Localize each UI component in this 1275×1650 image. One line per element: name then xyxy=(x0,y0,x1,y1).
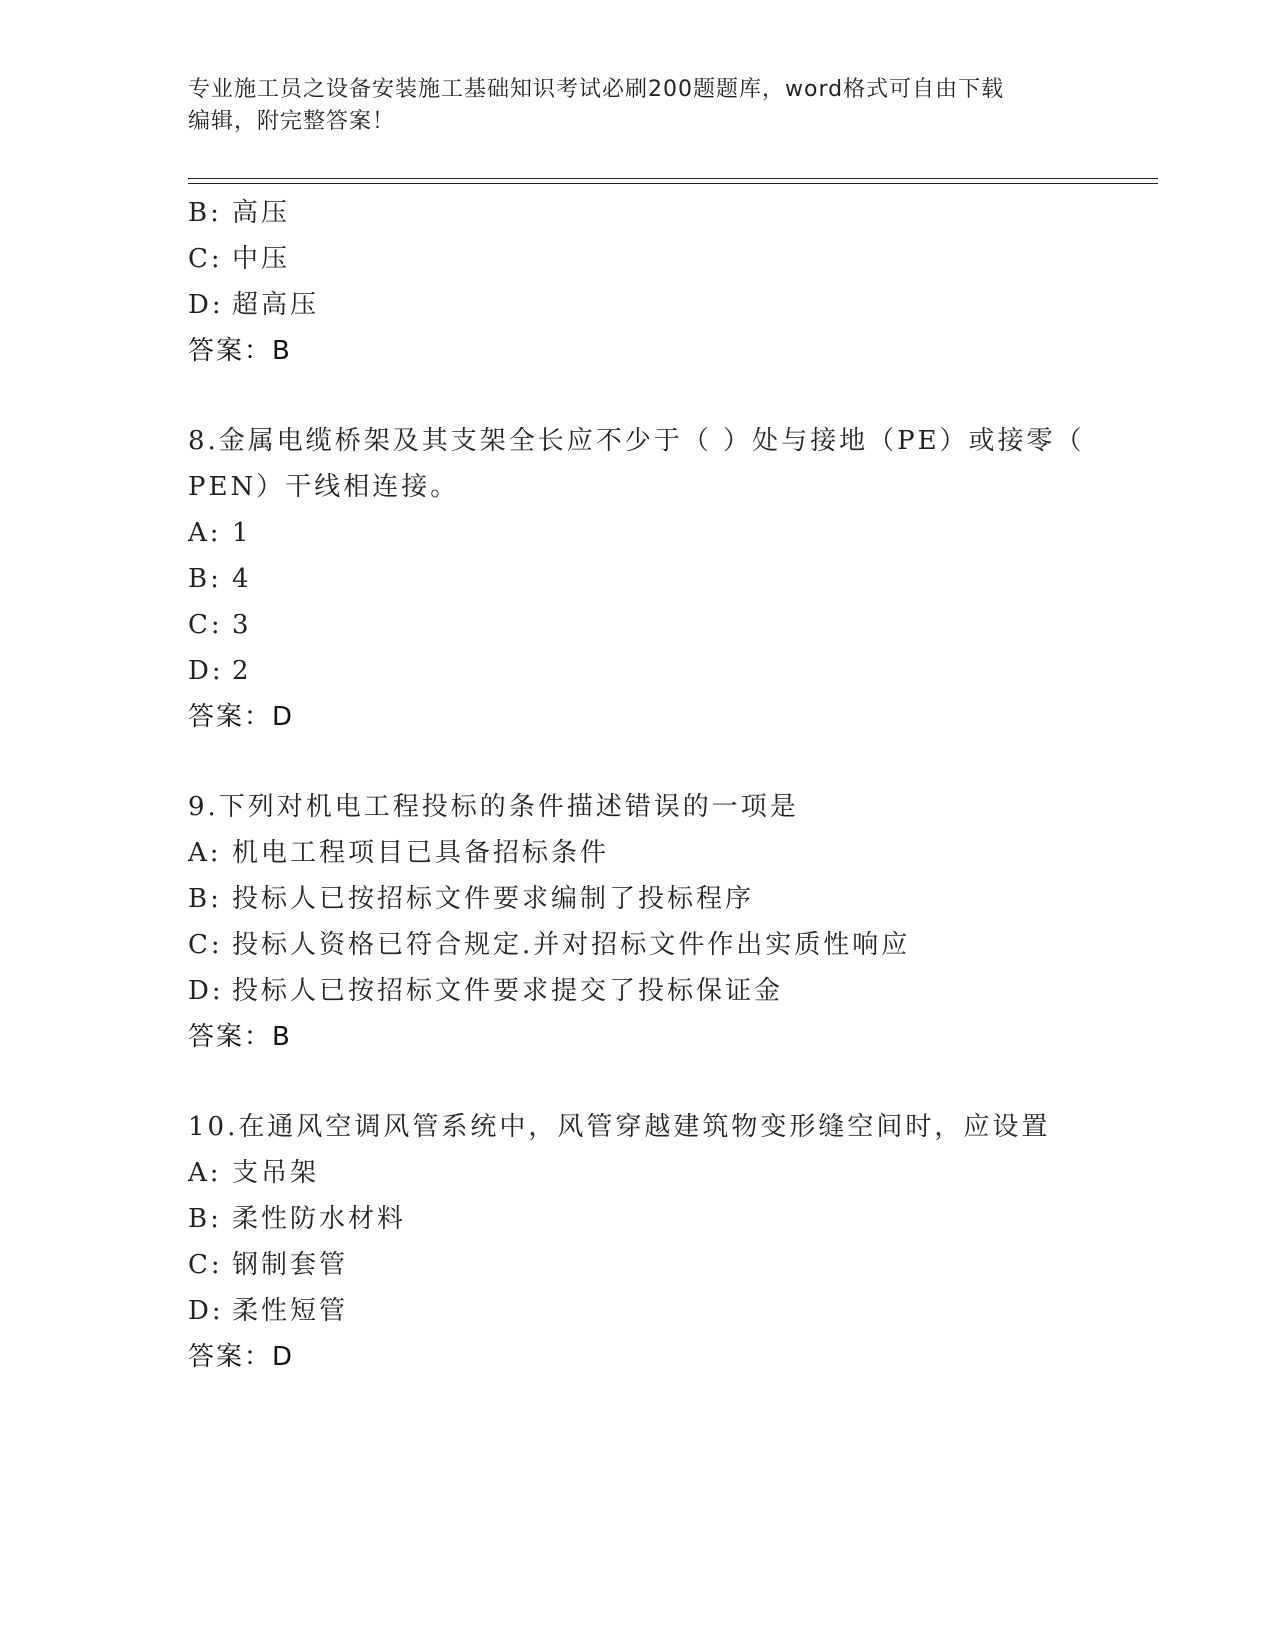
answer-line: 答案：D xyxy=(188,1342,295,1372)
option-text: 投标人资格已符合规定.并对招标文件作出实质性响应 xyxy=(232,930,911,960)
option-b xyxy=(188,876,1158,922)
option-key: B: xyxy=(188,884,222,914)
option-text: 高压 xyxy=(232,198,291,228)
question-7-continuation xyxy=(188,190,1158,374)
header-title-line1: 专业施工员之设备安装施工基础知识考试必刷200题题库，word格式可自由下载 xyxy=(188,77,1005,102)
answer-line: 答案：D xyxy=(188,702,295,732)
option-a xyxy=(188,830,1158,876)
question-stem-line2: PEN）干线相连接。 xyxy=(188,472,460,502)
question-stem-line1: 8.金属电缆桥架及其支架全长应不少于（ ）处与接地（PE）或接零（ xyxy=(188,426,1085,456)
option-a xyxy=(188,1150,1158,1196)
option-text: 投标人已按招标文件要求提交了投标保证金 xyxy=(232,976,784,1006)
option-text: 钢制套管 xyxy=(232,1250,349,1280)
option-text: 2 xyxy=(232,656,252,686)
option-text: 柔性短管 xyxy=(232,1296,349,1326)
answer-line: 答案：B xyxy=(188,336,292,366)
option-key: C: xyxy=(188,1250,223,1280)
option-d xyxy=(188,282,1158,328)
option-key: A: xyxy=(188,518,222,548)
option-text: 柔性防水材料 xyxy=(232,1204,407,1234)
spacer xyxy=(188,374,1158,418)
option-c xyxy=(188,602,1158,648)
option-d xyxy=(188,968,1158,1014)
option-text: 机电工程项目已具备招标条件 xyxy=(232,838,610,868)
option-text: 超高压 xyxy=(232,290,320,320)
header-divider-top xyxy=(188,178,1158,179)
header-title-line2: 编辑，附完整答案！ xyxy=(188,109,396,134)
option-d xyxy=(188,648,1158,694)
option-key: C: xyxy=(188,244,223,274)
option-b xyxy=(188,1196,1158,1242)
option-key: C: xyxy=(188,610,223,640)
option-key: B: xyxy=(188,1204,222,1234)
document-header xyxy=(188,74,1088,138)
option-text: 1 xyxy=(232,518,252,548)
option-text: 4 xyxy=(232,564,252,594)
option-key: D: xyxy=(188,1296,224,1326)
question-stem-line1: 9.下列对机电工程投标的条件描述错误的一项是 xyxy=(188,792,799,822)
option-c xyxy=(188,1242,1158,1288)
option-b xyxy=(188,190,1158,236)
question-stem-line1: 10.在通风空调风管系统中，风管穿越建筑物变形缝空间时，应设置 xyxy=(188,1112,1051,1142)
option-text: 投标人已按招标文件要求编制了投标程序 xyxy=(232,884,755,914)
question-10 xyxy=(188,1104,1158,1380)
option-c xyxy=(188,236,1158,282)
option-text: 中压 xyxy=(232,244,291,274)
option-c xyxy=(188,922,1158,968)
spacer xyxy=(188,740,1158,784)
option-key: B: xyxy=(188,198,222,228)
answer-line: 答案：B xyxy=(188,1022,292,1052)
option-text: 3 xyxy=(232,610,252,640)
question-9 xyxy=(188,784,1158,1060)
option-key: D: xyxy=(188,656,224,686)
option-key: D: xyxy=(188,976,224,1006)
option-a xyxy=(188,510,1158,556)
option-key: C: xyxy=(188,930,223,960)
header-divider-bottom xyxy=(188,183,1158,184)
option-key: A: xyxy=(188,1158,222,1188)
option-key: D: xyxy=(188,290,224,320)
option-d xyxy=(188,1288,1158,1334)
option-key: A: xyxy=(188,838,222,868)
option-text: 支吊架 xyxy=(232,1158,320,1188)
questions-content xyxy=(188,190,1158,1380)
spacer xyxy=(188,1060,1158,1104)
option-key: B: xyxy=(188,564,222,594)
question-8 xyxy=(188,418,1158,740)
option-b xyxy=(188,556,1158,602)
